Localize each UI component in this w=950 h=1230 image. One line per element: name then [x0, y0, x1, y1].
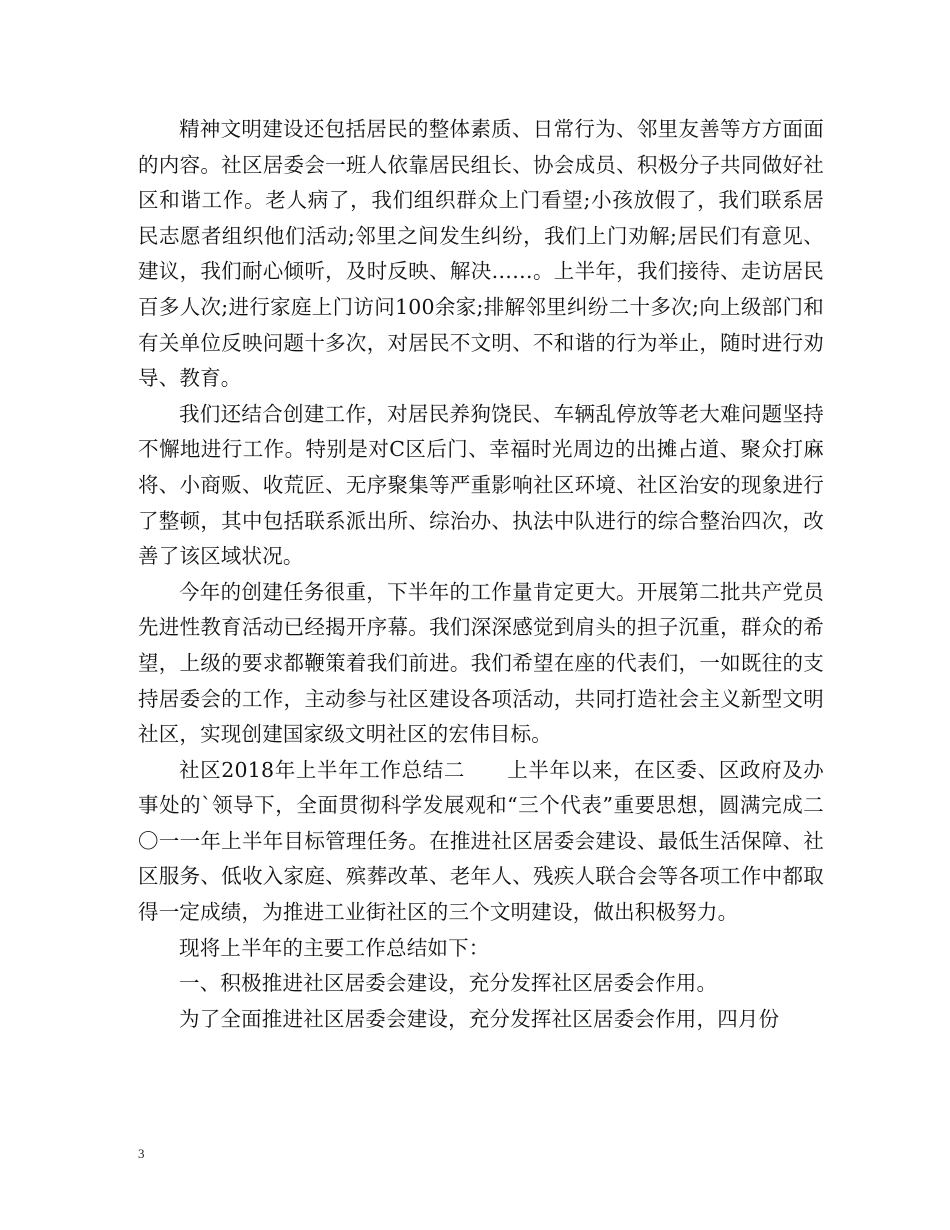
- paragraph-6: 一、积极推进社区居委会建设，充分发挥社区居委会作用。: [179, 971, 718, 996]
- paragraph-3: 今年的创建任务很重，下半年的工作量肯定更大。开展第二批共产党员先进性教育活动已经揭开序幕。我们深深感觉到肩头的担子沉重，群众的希望，上级的要求都鞭策着我们前进。我们希望在座的代表们，一如既往的支持居委会的工作，主动参与社区建设各项活动，共同打造社会主义新型文明社区，实现创建国家级文明社区的宏伟目标。: [138, 579, 824, 747]
- paragraph-2: 我们还结合创建工作，对居民养狗饶民、车辆乱停放等老大难问题坚持不懈地进行工作。特别是对C区后门、幸福时光周边的出摊占道、聚众打麻将、小商贩、收荒匠、无序聚集等严重影响社区环境、社区治安的现象进行了整顿，其中包括联系派出所、综治办、执法中队进行的综合整治四次，改善了该区域状况。: [138, 401, 824, 569]
- paragraph-5: 现将上半年的主要工作总结如下：: [179, 935, 490, 960]
- paragraph-1: 精神文明建设还包括居民的整体素质、日常行为、邻里友善等方方面面的内容。社区居委会一班人依靠居民组长、协会成员、积极分子共同做好社区和谐工作。老人病了，我们组织群众上门看望;小孩放假了，我们联系居民志愿者组织他们活动;邻里之间发生纠纷，我们上门劝解;居民们有意见、建议，我们耐心倾听，及时反映、解决……。上半年，我们接待、走访居民百多人次;进行家庭上门访问100余家;排解邻里纠纷二十多次;向上级部门和有关单位反映问题十多次，对居民不文明、不和谐的行为举止，随时进行劝导、教育。: [138, 117, 824, 391]
- document-body: [138, 112, 824, 1037]
- page-number: 3: [138, 1146, 145, 1161]
- paragraph-4: 社区2018年上半年工作总结二 上半年以来，在区委、区政府及办事处的`领导下，全面贯彻科学发展观和“三个代表”重要思想，圆满完成二〇一一年上半年目标管理任务。在推进社区居委会建设、最低生活保障、社区服务、低收入家庭、殡葬改革、老年人、残疾人联合会等各项工作中都取得一定成绩，为推进工业街社区的三个文明建设，做出积极努力。: [138, 757, 824, 925]
- paragraph-7: 为了全面推进社区居委会建设，充分发挥社区居委会作用，四月份: [179, 1006, 780, 1031]
